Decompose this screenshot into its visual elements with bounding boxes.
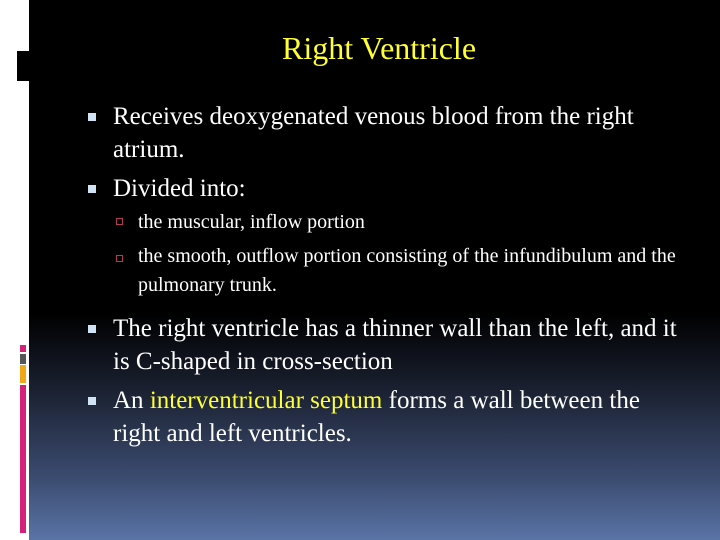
text: An [113,387,150,414]
decor-bar-orange [20,365,26,383]
bullet [88,384,688,450]
sub-bullet: the muscular, inflow portion [116,205,688,239]
bullet-list [88,100,688,456]
bullet: Receives deoxygenated venous blood from the right atrium. [88,100,688,166]
decor-bar-pink-long [20,385,26,533]
slide-title: Right Ventricle [281,30,477,66]
bullet: Divided into: [88,172,688,205]
highlight-term: interventricular septum [149,387,383,414]
text: forms a wall between the right and left ventricles. [113,387,640,447]
sub-bullet: the smooth, outflow portion consisting of the infundibulum and the pulmonary trunk. [116,242,688,300]
decor-bar-gray [20,354,26,364]
decor-bar-pink [20,345,26,352]
bullet: The right ventricle has a thinner wall than the left, and it is C-shaped in cross-section [88,312,688,378]
decor-black-block [17,51,29,81]
